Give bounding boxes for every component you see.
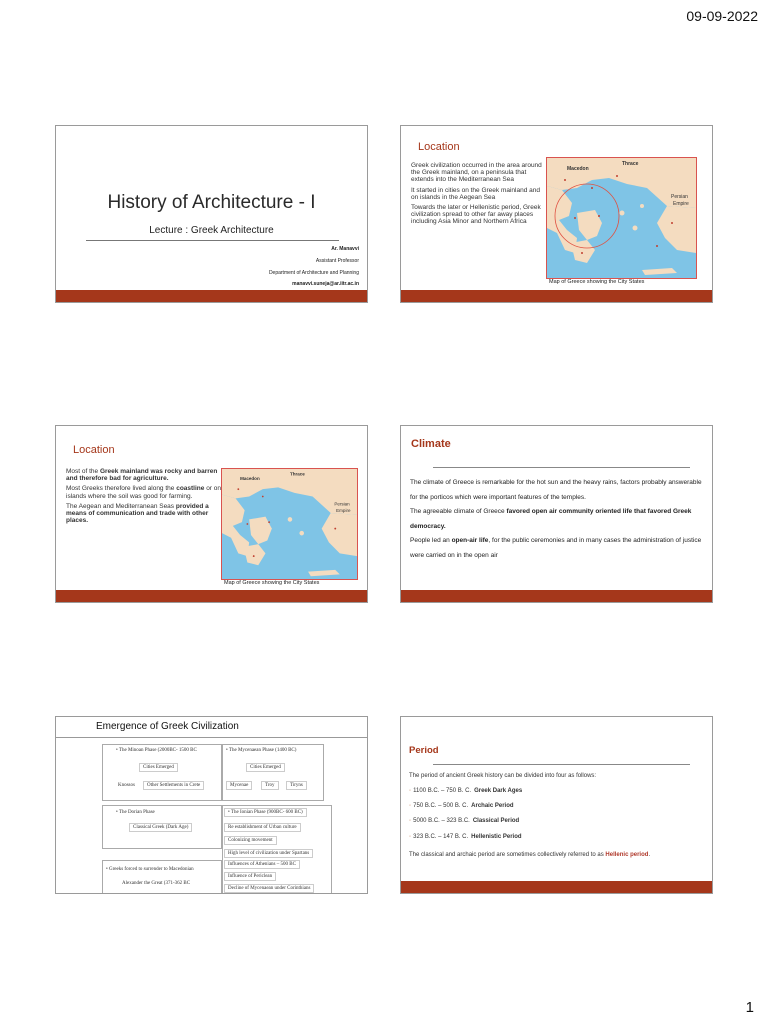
paragraph: Greek civilization occurred in the area around the Greek mainland, on a peninsula that extends into the Mediterranean Sea (411, 162, 542, 184)
period-dates: 1100 B.C. – 750 B. C. (413, 788, 472, 794)
ionian-item: Colonizing movement (224, 836, 277, 845)
divider (86, 240, 339, 241)
slide-emergence (55, 716, 368, 894)
paragraph (66, 468, 221, 482)
slide-heading: Period (409, 745, 439, 756)
text-run: Greeks forced to surrender to Macedonian (109, 867, 194, 872)
map-label: Empire (336, 508, 351, 514)
map-label: Macedon (567, 166, 589, 172)
period-dates: 5000 B.C. – 323 B.C. (413, 818, 470, 824)
text-run: . (648, 852, 651, 858)
slide-footer-bar (401, 590, 712, 602)
text-run: The Dorian Phase (118, 810, 155, 815)
period-intro: The period of ancient Greek history can be divided into four as follows: (409, 773, 597, 779)
text-run: The Minoan Phase (2000BC- 1500 BC (118, 748, 197, 753)
minoan-cities: Cities Emerged (139, 763, 178, 772)
mycenaean-place: Troy (261, 781, 279, 790)
mycenaean-cities: Cities Emerged (246, 763, 285, 772)
text-run: The Mycenaean Phase (1400 BC) (228, 748, 297, 753)
paragraph (66, 485, 221, 499)
climate-text (410, 476, 702, 563)
paragraph (410, 534, 702, 563)
divider (56, 737, 367, 738)
minoan-phase: • The Minoan Phase (2000BC- 1500 BC (116, 748, 197, 753)
dorian-period: Classical Greek (Dark Age) (129, 823, 192, 832)
macedonia-text: • Greeks forced to surrender to Macedonian (106, 867, 194, 872)
bullet-icon: ◦ (409, 803, 412, 809)
slide-footer-bar (56, 590, 367, 602)
author-name: Ar. Manavvi (331, 246, 359, 252)
slide-heading: Location (73, 444, 115, 456)
text-run: , for the public ceremonies and in many cases the administration of justice were carried on in the open air (410, 537, 702, 559)
text-run: The agreeable climate of Greece (410, 508, 507, 515)
divider (433, 764, 690, 765)
minoan-settlements: Other Settlements in Crete (143, 781, 204, 790)
ionian-item: Influence of Periclean (224, 872, 276, 881)
greece-map (221, 468, 358, 580)
ionian-item: High level of civilization under Spartans (224, 849, 313, 858)
ionian-item: Decline of Mycenaean under Corinthians (224, 884, 314, 893)
bullet-icon: ◦ (409, 788, 412, 794)
period-item (409, 834, 522, 840)
greece-map (546, 157, 697, 279)
map-label: Macedon (240, 475, 260, 482)
map-label: Persian (671, 194, 688, 200)
page-number: 1 (745, 999, 754, 1016)
mycenaean-place: Mycenae (226, 781, 252, 790)
slide-footer-bar (401, 881, 712, 893)
bullet-icon: ◦ (409, 818, 412, 824)
bullet-icon: ◦ (409, 834, 412, 840)
paragraph (410, 505, 702, 534)
text-run: Most Greeks therefore lived along the (66, 485, 177, 493)
text-run: The classical and archaic period are sometimes collectively referred to as (409, 852, 606, 858)
period-item (409, 803, 514, 809)
bold-run: open-air life (451, 537, 489, 544)
period-dates: 750 B.C. – 500 B. C. (413, 803, 469, 809)
text-run: The Aegean and Mediterranean Seas (66, 502, 176, 510)
bold-run: provided a means of communication and trade with other places. (66, 502, 209, 525)
text-run: or on islands where the soil was good for farming. (66, 485, 222, 500)
period-name: Classical Period (472, 818, 520, 824)
minoan-knossos: Knossos (118, 783, 135, 788)
lecture-title: History of Architecture - I (107, 192, 316, 213)
slide-title (55, 125, 368, 303)
paragraph (66, 503, 221, 525)
period-name: Greek Dark Ages (474, 788, 523, 794)
period-item (409, 818, 519, 824)
dorian-phase: • The Dorian Phase (116, 810, 155, 815)
period-item (409, 788, 522, 794)
period-outro (409, 852, 650, 858)
period-dates: 323 B.C. – 147 B. C. (413, 834, 469, 840)
slide-location-2 (55, 425, 368, 603)
mycenaean-phase: • The Mycenaean Phase (1400 BC) (226, 748, 297, 753)
map-label: Thrace (622, 161, 639, 167)
author-department: Department of Architecture and Planning (268, 270, 359, 276)
ionian-item: Re establishment of Urban culture (224, 823, 301, 832)
map-label: Empire (673, 201, 689, 207)
author-position: Assistant Professor (315, 258, 359, 264)
macedonia-group (102, 860, 222, 894)
bold-run: favored open air community oriented life that favored Greek democracy. (410, 508, 692, 530)
location-text (411, 162, 546, 229)
map-label: Thrace (289, 471, 305, 477)
map-caption: Map of Greece showing the City States (224, 580, 320, 586)
highlight-run: Hellenic period (605, 852, 649, 858)
location-text (66, 468, 221, 527)
slide-footer-bar (56, 290, 367, 302)
paragraph: Towards the later or Hellenistic period, Greek civilization spread to other far away places including Asia Minor and Northern Africa (411, 204, 541, 226)
bold-run: coastline (176, 485, 205, 493)
slide-heading: Emergence of Greek Civilization (96, 721, 239, 732)
text-run: Most of the (66, 468, 100, 475)
author-email: manavvi.suneja@ar.iitr.ac.in (292, 281, 359, 287)
divider (433, 467, 690, 468)
paragraph: The climate of Greece is remarkable for the hot sun and the heavy rains, factors probably answerable for the porticos which were important features of the temples. (410, 479, 702, 501)
alexander-text: Alexander the Great (371-362 BC (122, 881, 191, 886)
slide-heading: Location (418, 141, 460, 153)
bold-run: Greek mainland was rocky and barren and therefore bad for agriculture. (66, 468, 218, 483)
ionian-item: Influences of Athenians – 500 BC (224, 860, 300, 869)
slide-heading: Climate (411, 438, 451, 450)
text-run: People led an (410, 537, 452, 544)
ionian-phase: • The Ionian Phase (900BC- 600 BC) (224, 808, 307, 817)
lecture-subtitle: Lecture : Greek Architecture (149, 225, 274, 236)
page-date: 09-09-2022 (686, 8, 758, 24)
mycenaean-place: Tiryns (286, 781, 307, 790)
text-run: The Ionian Phase (900BC- 600 BC) (230, 810, 303, 815)
period-name: Hellenistic Period (471, 834, 522, 840)
map-caption: Map of Greece showing the City States (549, 279, 645, 285)
slide-location-1 (400, 125, 713, 303)
map-label: Persian (334, 501, 350, 507)
slide-climate (400, 425, 713, 603)
paragraph: It started in cities on the Greek mainland and on islands in the Aegean Sea (411, 186, 540, 201)
slide-footer-bar (401, 290, 712, 302)
slide-period (400, 716, 713, 894)
period-name: Archaic Period (471, 803, 514, 809)
